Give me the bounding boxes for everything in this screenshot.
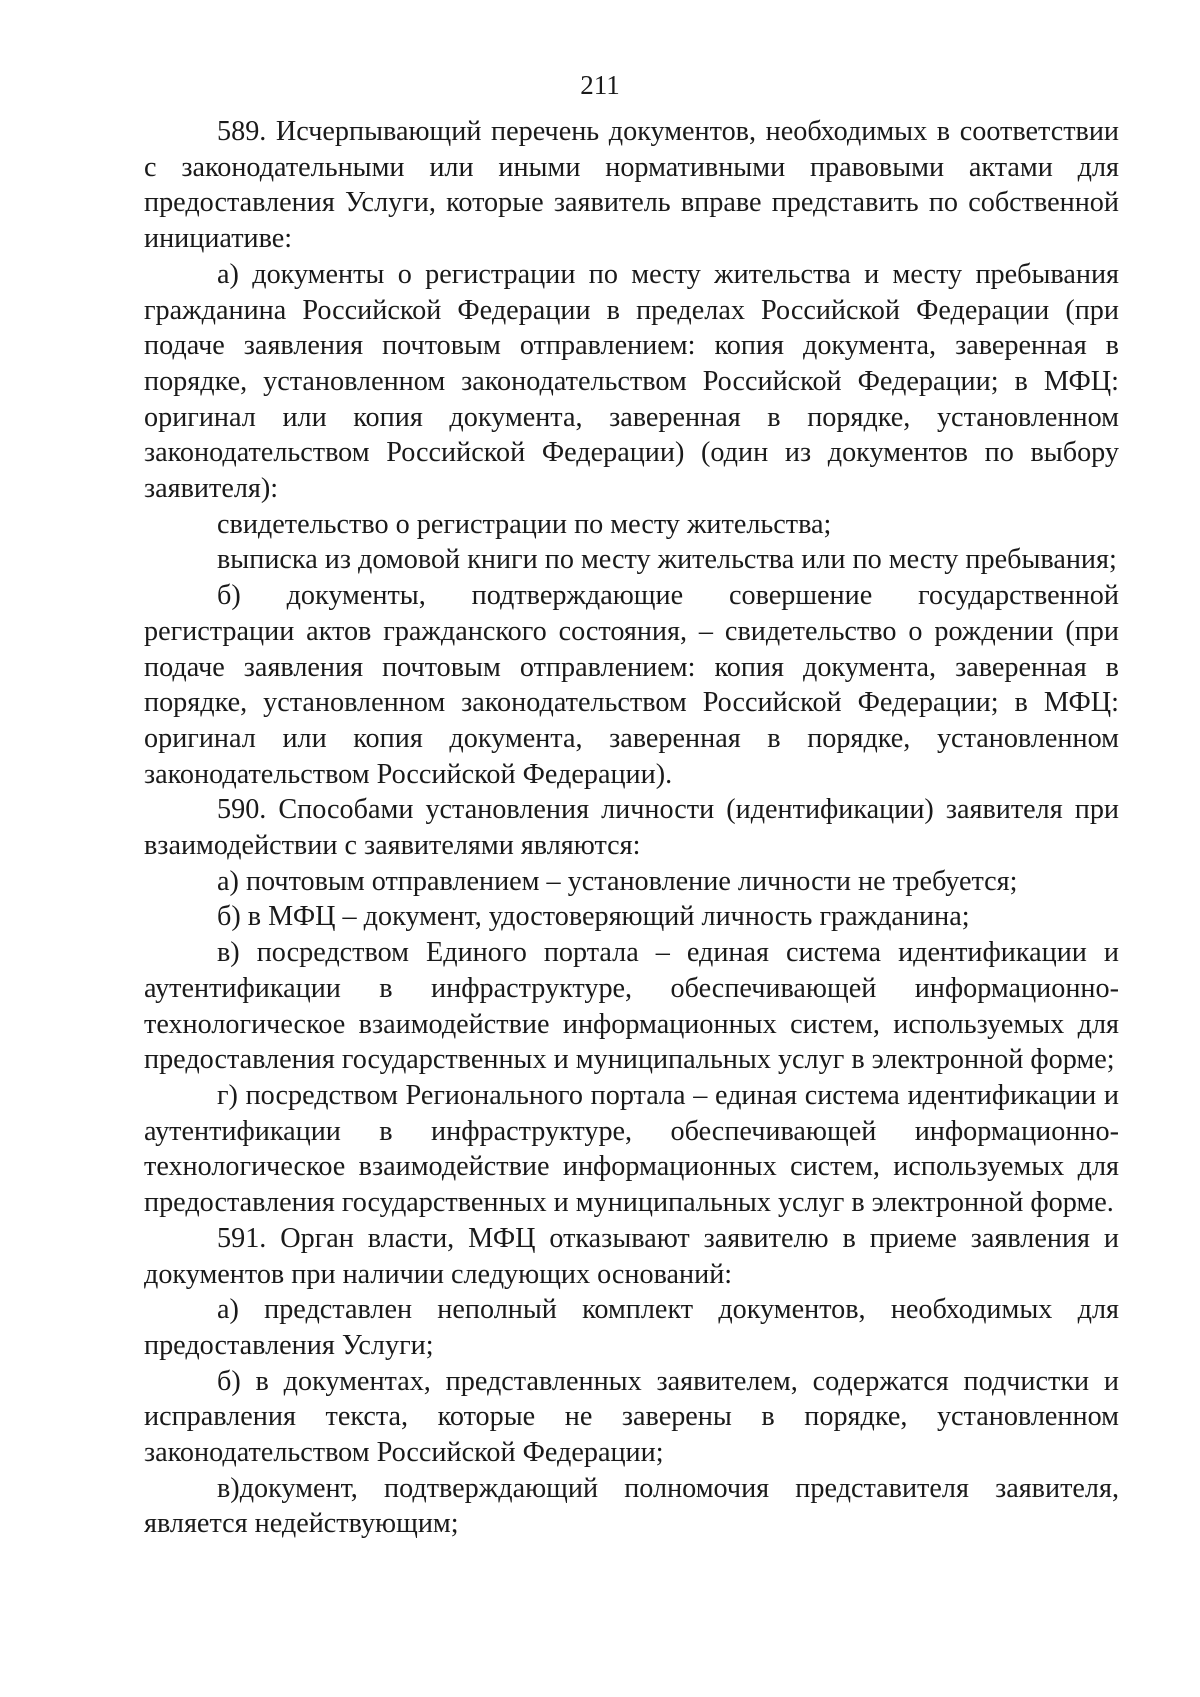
paragraph-591: 591. Орган власти, МФЦ отказывают заявителю в приеме заявления и документов при наличии следующих оснований: [144,1222,1119,1290]
paragraph-589: 589. Исчерпывающий перечень документов, необходимых в соответствии с законодательными или иными нормативными правовыми актами для предоставления Услуги, которые заявитель вправе представить по собственной инициативе: [144,116,1119,255]
paragraph-589-a: а) документы о регистрации по месту жительства и месту пребывания гражданина Российской Федерации в пределах Российской Федерации (при подаче заявления почтовым отправлением: копия документа, заверенная в порядке, установленном законодательством Российской Федерации; в МФЦ: оригинал или копия документа, заверенная в порядке, установленном законодательством Российской Федерации) (один из документов по выбору заявителя): [144,258,1119,505]
paragraph-591-b: б) в документах, представленных заявителем, содержатся подчистки и исправления текста, которые не заверены в порядке, установленном законодательством Российской Федерации; [144,1365,1119,1469]
list-item-house-book-extract: выписка из домовой книги по месту жительства или по месту пребывания; [217,544,1117,576]
paragraph-589-b: б) документы, подтверждающие совершение государственной регистрации актов гражданского состояния, – свидетельство о рождении (при подаче заявления почтовым отправлением: копия документа, заверенная в порядке, установленном законодательством Российской Федерации; в МФЦ: оригинал или копия документа, заверенная в порядке, установленном законодательством Российской Федерации). [144,580,1119,790]
paragraph-591-v: в)документ, подтверждающий полномочия представителя заявителя, является недействующим; [144,1472,1119,1540]
document-body [144,114,1119,1542]
paragraph-590-v: в) посредством Единого портала – единая система идентификации и аутентификации в инфраструктуре, обеспечивающей информационно-технологическое взаимодействие информационных систем, используемых для предоставления государственных и муниципальных услуг в электронной форме; [144,937,1119,1076]
paragraph-590-a: а) почтовым отправлением – установление личности не требуется; [217,865,1018,897]
paragraph-591-a: а) представлен неполный комплект документов, необходимых для предоставления Услуги; [144,1294,1119,1361]
list-item-registration-certificate: свидетельство о регистрации по месту жительства; [217,508,832,540]
page-number: 211 [580,70,620,100]
paragraph-590: 590. Способами установления личности (идентификации) заявителя при взаимодействии с заявителями являются: [144,794,1119,862]
paragraph-590-g: г) посредством Регионального портала – единая система идентификации и аутентификации в инфраструктуре, обеспечивающей информационно-технологическое взаимодействие информационных систем, используемых для предоставления государственных и муниципальных услуг в электронной форме. [144,1079,1119,1219]
paragraph-590-b: б) в МФЦ – документ, удостоверяющий личность гражданина; [217,901,970,933]
